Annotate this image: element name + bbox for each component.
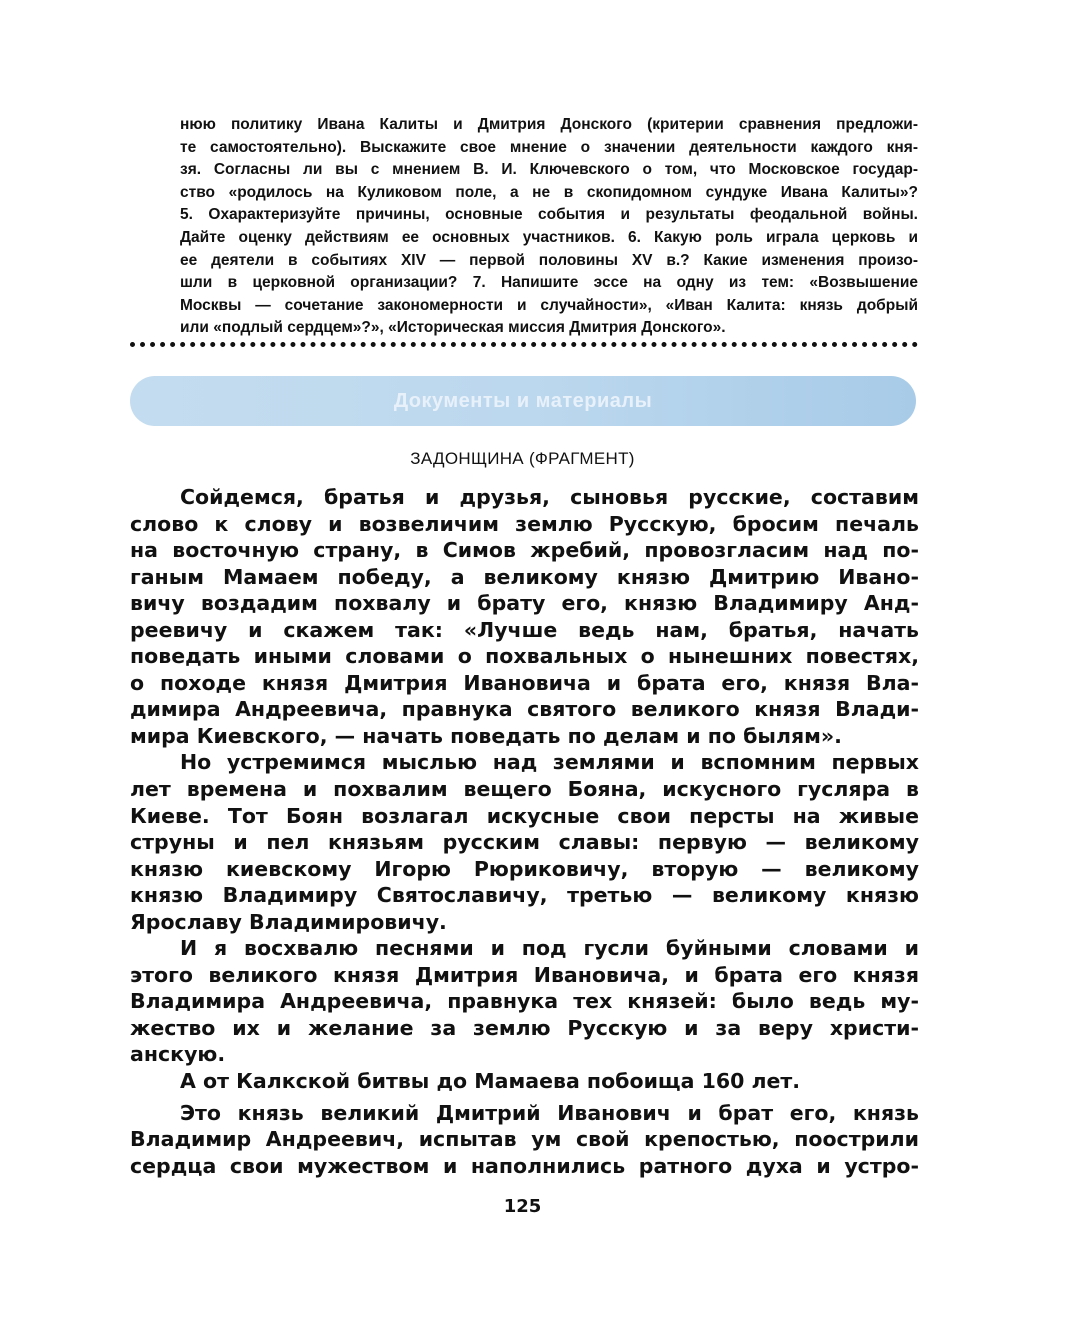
text-line: о походе князя Дмитрия Ивановича и брата его, князя Вла- [130,670,919,695]
text-line: Владимир Андреевич, испытав ум свой крепостью, поострили [130,1127,919,1152]
text-line: ганым Мамаем победу, а великому князю Дмитрию Ивано- [130,564,919,589]
text-line: слово к слову и возвеличим землю Русскую, бросим печаль [130,511,919,536]
questions-line: те самостоятельно). Выскажите свое мнение о значении деятельности каждого кня- [180,138,918,156]
document-title: ЗАДОНЩИНА (ФРАГМЕНТ) [410,449,635,468]
text-line: князю киевскому Игорю Рюриковичу, вторую — великому [130,856,919,881]
text-line: струны и пел князьям русским славы: первую — великому [130,830,919,855]
document-text [130,484,919,1179]
text-line: Киеве. Тот Боян возлагал искусные свои персты на живые [130,803,919,828]
text-line: сердца свои мужеством и наполнились ратного духа и устро- [130,1153,919,1178]
text-line: димира Андреевича, правнука святого великого князя Влади- [130,697,919,722]
section-banner [130,376,916,426]
questions-line: Дайте оценку действиям ее основных участников. 6. Какую роль играла церковь и [180,228,918,246]
questions-block [180,114,918,340]
text-line: жество их и желание за землю Русскую и за веру христи- [130,1015,919,1040]
text-line: Но устремимся мыслью над землями и вспомним первых [180,750,919,775]
questions-line: Москвы — сочетание закономерности и случайности», «Иван Калита: князь добрый [180,296,918,314]
text-line: на восточную страну, в Симов жребий, провозгласим над по- [130,538,919,563]
dotted-divider [130,342,918,347]
text-line: Владимира Андреевича, правнука тех князей: было ведь му- [130,989,919,1014]
text-line: поведать иными словами о похвальных о нынешних повестях, [130,644,919,669]
text-line: князю Владимиру Святославичу, третью — великому князю [130,883,919,908]
questions-line: нюю политику Ивана Калиты и Дмитрия Донского (критерии сравнения предложи- [180,116,918,133]
questions-line: 5. Охарактеризуйте причины, основные события и результаты феодальной войны. [180,206,918,224]
text-line: лет времена и похвалим вещего Бояна, искусного гусляра в [130,777,919,802]
text-line: Это князь великий Дмитрий Иванович и брат его, князь [180,1100,919,1125]
text-line: реевичу и скажем так: «Лучше ведь нам, братья, начать [130,617,919,642]
questions-line: шли в церковной организации? 7. Напишите эссе на одну из тем: «Возвышение [180,274,918,292]
text-line: этого великого князя Дмитрия Ивановича, и брата его князя [130,962,919,987]
questions-line: ее деятели в событиях XIV — первой половины XV в.? Какие изменения произо- [180,251,918,269]
text-line: мира Киевского, — начать поведать по делам и по былям». [130,723,842,748]
text-line: анскую. [130,1042,226,1067]
page-number: 125 [503,1196,542,1217]
text-line: Сойдемся, братья и друзья, сыновья русские, составим [180,485,919,509]
text-line: И я восхвалю песнями и под гусли буйными словами и [180,936,919,961]
questions-line: ство «родилось на Куликовом поле, а не в скопидомном сундуке Ивана Калиты»? [180,183,918,201]
questions-line: или «подлый сердцем»?», «Историческая миссия Дмитрия Донского». [180,319,726,337]
section-banner-label: Документы и материалы [393,389,653,412]
text-line: Ярославу Владимировичу. [130,909,447,934]
text-line: вичу воздадим похвалу и брату его, князю Владимиру Анд- [130,591,919,616]
text-line: А от Калкской битвы до Мамаева побоища 160 лет. [180,1069,801,1094]
questions-line: зя. Согласны ли вы с мнением В. И. Ключевского о том, что Московское государ- [180,161,918,179]
